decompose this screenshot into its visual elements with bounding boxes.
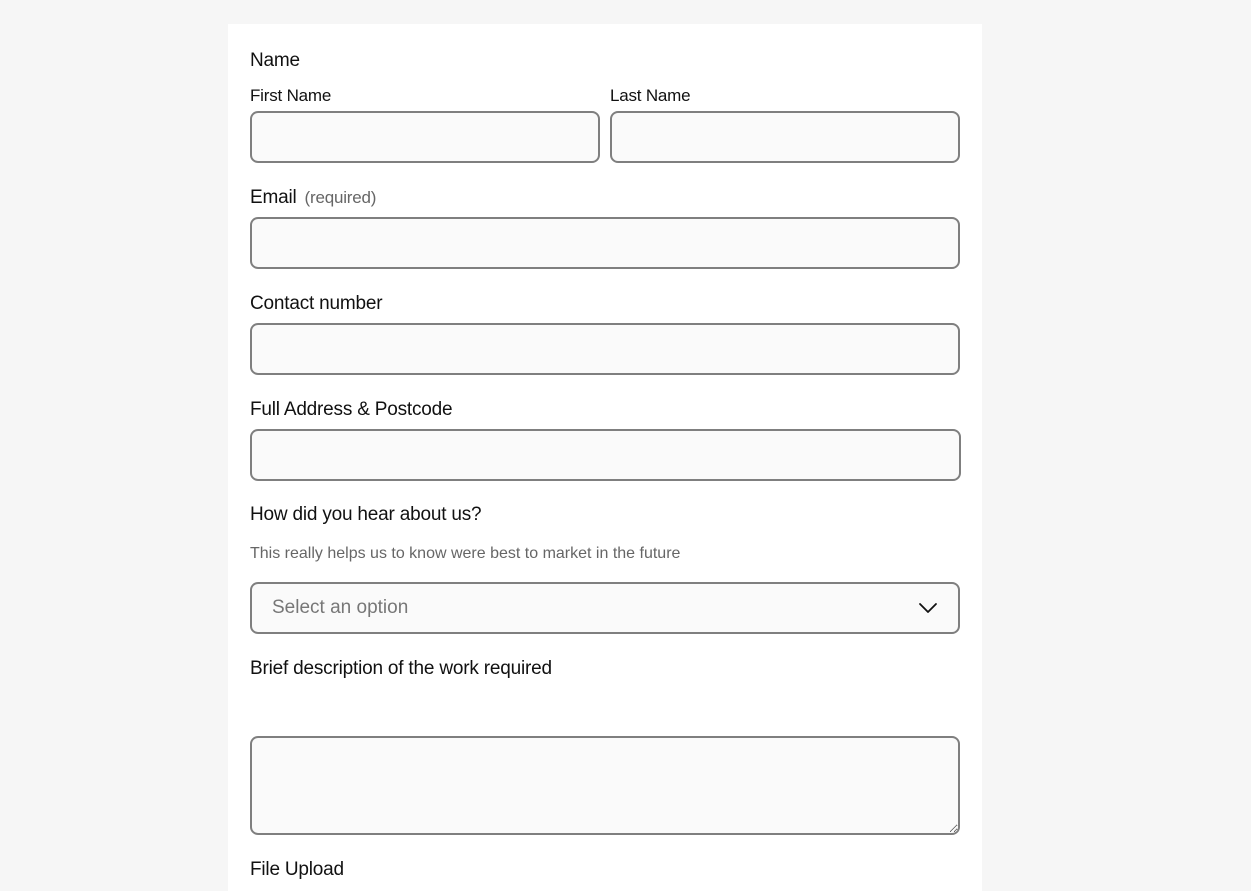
- last-name-input[interactable]: [610, 111, 960, 163]
- address-input[interactable]: [250, 429, 961, 481]
- last-name-label: Last Name: [610, 86, 691, 105]
- contact-form-panel: [228, 24, 982, 891]
- chevron-down-icon: [918, 598, 938, 618]
- work-description-label: Brief description of the work required: [250, 658, 552, 679]
- hear-about-description: This really helps us to know were best to market in the future: [250, 545, 681, 562]
- hear-about-label: How did you hear about us?: [250, 504, 482, 525]
- contact-number-input[interactable]: [250, 323, 960, 375]
- email-required-note: (required): [304, 188, 377, 207]
- name-label: Name: [250, 50, 300, 71]
- hear-about-selected-value: Select an option: [272, 597, 409, 618]
- first-name-label: First Name: [250, 86, 332, 105]
- contact-number-label: Contact number: [250, 293, 383, 314]
- email-label-text: Email: [250, 187, 297, 208]
- email-label: [250, 187, 376, 209]
- work-description-textarea[interactable]: [250, 736, 960, 835]
- email-input[interactable]: [250, 217, 960, 269]
- file-upload-label: File Upload: [250, 859, 344, 880]
- address-label: Full Address & Postcode: [250, 399, 453, 420]
- hear-about-select[interactable]: [250, 582, 960, 634]
- first-name-input[interactable]: [250, 111, 600, 163]
